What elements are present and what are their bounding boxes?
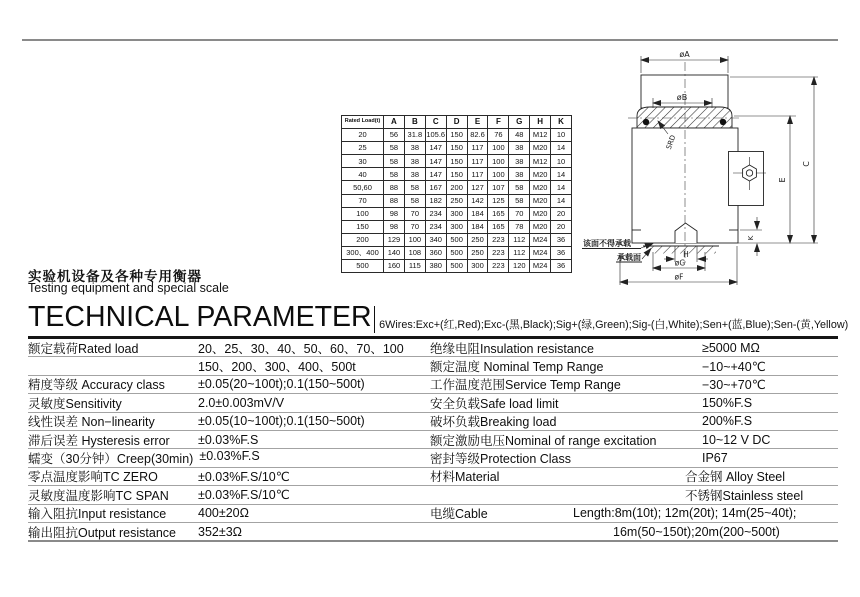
- param-row: [28, 523, 838, 542]
- dim-table-cell: 184: [467, 207, 488, 220]
- dim-label-srd: SRD: [664, 134, 678, 151]
- dim-table-cell: 30: [342, 155, 384, 168]
- dim-table-cell: 234: [425, 220, 446, 233]
- param-value: IP67: [702, 451, 728, 466]
- dim-table-cell: 120: [509, 260, 530, 273]
- dim-table-cell: 234: [425, 207, 446, 220]
- dim-table-cell: 500: [446, 260, 467, 273]
- param-label: 输出阻抗Output resistance: [28, 525, 176, 540]
- dim-table-cell: 150: [446, 129, 467, 142]
- dim-table-cell: 184: [467, 220, 488, 233]
- dim-table-row: [342, 181, 572, 194]
- dim-table-row: [342, 207, 572, 220]
- param-value: ≥5000 MΩ: [702, 340, 760, 355]
- dim-table-cell: 100: [404, 233, 425, 246]
- param-label: 滞后误差 Hysteresis error: [28, 433, 170, 448]
- dim-table-cell: 108: [404, 246, 425, 259]
- param-value: 16m(50~150t);20m(200~500t): [613, 524, 780, 539]
- dim-table-cell: 38: [404, 142, 425, 155]
- param-value: ±0.05(10~100t);0.1(150~500t): [198, 414, 365, 429]
- dim-table-cell: 14: [551, 168, 572, 181]
- dim-table-cell: 38: [509, 142, 530, 155]
- dim-table-cell: 38: [404, 168, 425, 181]
- dim-table-cell: 100: [488, 168, 509, 181]
- dim-table-cell: 140: [384, 246, 405, 259]
- dim-table-cell: 38: [509, 155, 530, 168]
- dim-table-cell: 76: [488, 129, 509, 142]
- dim-table-cell: 20: [551, 220, 572, 233]
- dim-table-row: [342, 155, 572, 168]
- param-left-inline: [28, 449, 430, 467]
- dim-table-cell: 147: [425, 142, 446, 155]
- seal-left: [643, 119, 649, 125]
- dim-table-cell: 48: [509, 129, 530, 142]
- dim-column-header: D: [446, 116, 467, 129]
- dim-table-cell: 36: [551, 233, 572, 246]
- param-label: 安全负载Safe load limit: [430, 396, 559, 411]
- dim-table-cell: M20: [530, 220, 551, 233]
- dim-table-cell: 58: [509, 181, 530, 194]
- dim-label-a: øA: [679, 50, 690, 59]
- dim-table-cell: 58: [404, 181, 425, 194]
- dim-table-cell: 340: [425, 233, 446, 246]
- dim-table-row: [342, 194, 572, 207]
- param-value: ±0.03%F.S: [199, 449, 260, 464]
- param-value: ±0.05(20~100t);0.1(150~500t): [198, 377, 365, 392]
- dim-label-h: H: [683, 250, 689, 259]
- dim-column-header: B: [404, 116, 425, 129]
- dim-table-cell: 14: [551, 194, 572, 207]
- dim-table-cell: 14: [551, 142, 572, 155]
- param-row: [28, 357, 838, 375]
- dim-table-cell: 250: [467, 246, 488, 259]
- dim-table-cell: 150: [342, 220, 384, 233]
- dim-table-cell: 150: [446, 155, 467, 168]
- param-value: ±0.03%F.S/10℃: [198, 469, 290, 484]
- dim-table-cell: 127: [467, 181, 488, 194]
- param-row: [28, 394, 838, 412]
- dim-label-k: K: [747, 235, 755, 241]
- dim-table-cell: 82.6: [467, 129, 488, 142]
- dim-table-cell: M20: [530, 142, 551, 155]
- param-value: 200%F.S: [702, 414, 753, 429]
- dim-table-cell: 38: [404, 155, 425, 168]
- dim-table-row: [342, 168, 572, 181]
- dim-table-cell: 200: [446, 181, 467, 194]
- param-label: 精度等级 Accuracy class: [28, 378, 165, 393]
- top-divider: [22, 39, 838, 41]
- dim-table-cell: 160: [384, 260, 405, 273]
- param-value: 150%F.S: [702, 395, 753, 410]
- dim-table-cell: 36: [551, 260, 572, 273]
- dim-table-cell: 50,60: [342, 181, 384, 194]
- dim-table-cell: 100: [342, 207, 384, 220]
- dim-table-cell: 70: [342, 194, 384, 207]
- param-row: [28, 413, 838, 431]
- param-label: 零点温度影响TC ZERO: [28, 470, 158, 485]
- param-value: 10~12 V DC: [702, 432, 771, 447]
- dim-table-cell: M20: [530, 168, 551, 181]
- dim-table-cell: 300、400: [342, 246, 384, 259]
- dim-table-cell: 10: [551, 129, 572, 142]
- dim-table-row: [342, 246, 572, 259]
- param-label: 材料Material: [430, 470, 500, 485]
- dim-column-header: Rated Load(t): [342, 116, 384, 129]
- dim-table-cell: 125: [488, 194, 509, 207]
- param-row: [28, 468, 838, 486]
- dim-table-cell: 500: [446, 233, 467, 246]
- dim-table-row: [342, 142, 572, 155]
- param-value: −10~+40℃: [702, 359, 766, 374]
- param-row: [28, 376, 838, 394]
- dim-table-cell: M12: [530, 155, 551, 168]
- dim-label-b: øB: [676, 93, 688, 102]
- dim-table-cell: 129: [384, 233, 405, 246]
- param-label: 蠕变（30分钟）Creep(30min): [28, 452, 194, 467]
- param-label: 额定温度 Nominal Temp Range: [430, 360, 604, 375]
- load-cell-outline: [632, 75, 766, 254]
- dim-table-cell: 58: [384, 142, 405, 155]
- dim-table-cell: 56: [384, 129, 405, 142]
- dim-table-cell: 98: [384, 207, 405, 220]
- dim-table-cell: 25: [342, 142, 384, 155]
- dim-table-cell: 147: [425, 168, 446, 181]
- dim-label-f: øF: [674, 272, 684, 282]
- dim-table-cell: M24: [530, 233, 551, 246]
- dim-table-cell: 58: [509, 194, 530, 207]
- dim-table-cell: 98: [384, 220, 405, 233]
- dim-column-header: F: [488, 116, 509, 129]
- dim-table-cell: 107: [488, 181, 509, 194]
- dim-column-header: G: [509, 116, 530, 129]
- section-title-en: Testing equipment and special scale: [28, 281, 229, 295]
- dim-table-cell: 165: [488, 220, 509, 233]
- dim-table-cell: 117: [467, 168, 488, 181]
- param-row: [28, 449, 838, 467]
- param-value: 352±3Ω: [198, 524, 243, 539]
- param-label: 灵敏度Sensitivity: [28, 396, 122, 411]
- dim-table-cell: 58: [404, 194, 425, 207]
- dim-column-header: A: [384, 116, 405, 129]
- dim-table-row: [342, 260, 572, 273]
- dim-table-row: [342, 220, 572, 233]
- technical-parameter-heading: [28, 301, 848, 334]
- dim-table-cell: 20: [342, 129, 384, 142]
- dim-table-cell: 167: [425, 181, 446, 194]
- seal-right: [720, 119, 726, 125]
- dim-table-cell: M20: [530, 194, 551, 207]
- load-cell-drawing: [578, 42, 860, 292]
- param-label: 破坏负载Breaking load: [430, 415, 557, 430]
- dim-table-cell: 250: [467, 233, 488, 246]
- dim-table-cell: 300: [446, 220, 467, 233]
- param-row: [28, 505, 838, 523]
- dim-column-header: C: [425, 116, 446, 129]
- param-label: 电缆Cable: [430, 507, 488, 522]
- dim-table-cell: 147: [425, 155, 446, 168]
- dim-table-cell: 20: [551, 207, 572, 220]
- dim-label-c: C: [802, 161, 811, 167]
- dim-table-cell: 300: [467, 260, 488, 273]
- dim-table-cell: 40: [342, 168, 384, 181]
- param-value: 不锈钢Stainless steel: [685, 488, 804, 503]
- param-value: 150、200、300、400、500t: [198, 360, 356, 375]
- dim-table-cell: 100: [488, 155, 509, 168]
- page-title: TECHNICAL PARAMETER: [28, 301, 372, 333]
- dim-table-cell: 360: [425, 246, 446, 259]
- dim-table-cell: 150: [446, 142, 467, 155]
- dim-table-cell: 105.6: [425, 129, 446, 142]
- dim-table-cell: 58: [384, 168, 405, 181]
- dim-table-cell: 223: [488, 233, 509, 246]
- param-row: [28, 339, 838, 357]
- param-label: 线性误差 Non−linearity: [28, 415, 155, 430]
- dim-table-cell: 14: [551, 181, 572, 194]
- dim-table-cell: 500: [446, 246, 467, 259]
- param-value: ±0.03%F.S/10℃: [198, 488, 290, 503]
- param-value: 2.0±0.003mV/V: [198, 395, 285, 410]
- dim-table-cell: 223: [488, 260, 509, 273]
- param-label: 灵敏度温度影响TC SPAN: [28, 488, 169, 503]
- dim-table-cell: 150: [446, 168, 467, 181]
- spherical-seat: [637, 107, 732, 128]
- heading-divider-bar: [374, 306, 376, 333]
- dim-table-row: [342, 129, 572, 142]
- param-value: 20、25、30、40、50、60、70、100: [198, 341, 404, 356]
- dim-table-cell: 88: [384, 181, 405, 194]
- dim-table-cell: 70: [404, 220, 425, 233]
- dim-table-cell: 500: [342, 260, 384, 273]
- dim-table-cell: 112: [509, 246, 530, 259]
- param-label: 额定激励电压Nominal of range excitation: [430, 433, 657, 448]
- dim-table-cell: 250: [446, 194, 467, 207]
- dim-table-cell: 38: [509, 168, 530, 181]
- param-value: ±0.03%F.S: [198, 432, 259, 447]
- wiring-legend: 6Wires:Exc+(红,Red);Exc-(黑,Black);Sig+(绿,Green);Sig-(白,White);Sen+(蓝,Blue);Sen-(黄,Yellow): [379, 319, 849, 331]
- dim-table-cell: 58: [384, 155, 405, 168]
- section-title-cn: 实验机设备及各种专用衡器: [28, 269, 202, 284]
- dim-table-cell: 36: [551, 246, 572, 259]
- param-label: 密封等级Protection Class: [430, 452, 572, 467]
- annotation-no-load-face: 该面不得承载: [583, 239, 631, 248]
- dim-label-g: øG: [674, 258, 686, 268]
- dim-table-cell: M24: [530, 260, 551, 273]
- dim-table-cell: 223: [488, 246, 509, 259]
- dim-table-header-row: [342, 116, 572, 129]
- dim-table-cell: 200: [342, 233, 384, 246]
- param-label: 绝缘电阻Insulation resistance: [430, 341, 594, 356]
- dim-table-cell: M24: [530, 246, 551, 259]
- dim-table-cell: 380: [425, 260, 446, 273]
- dim-table-cell: 142: [467, 194, 488, 207]
- dim-table-cell: 10: [551, 155, 572, 168]
- dim-column-header: H: [530, 116, 551, 129]
- param-value: 400±20Ω: [198, 506, 249, 521]
- dim-table-cell: 31.8: [404, 129, 425, 142]
- dim-table-row: [342, 233, 572, 246]
- annotation-bearing-face: 承载面: [617, 253, 641, 262]
- dim-column-header: E: [467, 116, 488, 129]
- dim-table-cell: 70: [509, 207, 530, 220]
- param-label: 输入阻抗Input resistance: [28, 507, 167, 522]
- parameter-table: [28, 339, 838, 542]
- param-row: [28, 486, 838, 504]
- param-value: Length:8m(10t); 12m(20t); 14m(25~40t);: [573, 506, 797, 521]
- dim-table-cell: 115: [404, 260, 425, 273]
- dim-table-cell: M20: [530, 207, 551, 220]
- dim-table-cell: 117: [467, 155, 488, 168]
- param-value: 合金钢 Alloy Steel: [685, 470, 786, 485]
- param-label: 额定载荷Rated load: [28, 341, 139, 356]
- dim-table-cell: 300: [446, 207, 467, 220]
- dim-table-cell: M12: [530, 129, 551, 142]
- dim-table-cell: 100: [488, 142, 509, 155]
- dim-table-cell: 70: [404, 207, 425, 220]
- dim-table-cell: 182: [425, 194, 446, 207]
- dim-table-cell: 78: [509, 220, 530, 233]
- dim-table-cell: 165: [488, 207, 509, 220]
- param-row: [28, 431, 838, 449]
- dimension-table: [341, 115, 572, 273]
- dim-table-cell: 117: [467, 142, 488, 155]
- param-value: −30~+70℃: [702, 377, 766, 392]
- dim-label-e: E: [778, 177, 787, 183]
- dim-column-header: K: [551, 116, 572, 129]
- dim-table-cell: 88: [384, 194, 405, 207]
- dim-table-cell: M20: [530, 181, 551, 194]
- connector-hole: [746, 170, 752, 176]
- dim-table-cell: 112: [509, 233, 530, 246]
- param-label: 工作温度范围Service Temp Range: [430, 378, 621, 393]
